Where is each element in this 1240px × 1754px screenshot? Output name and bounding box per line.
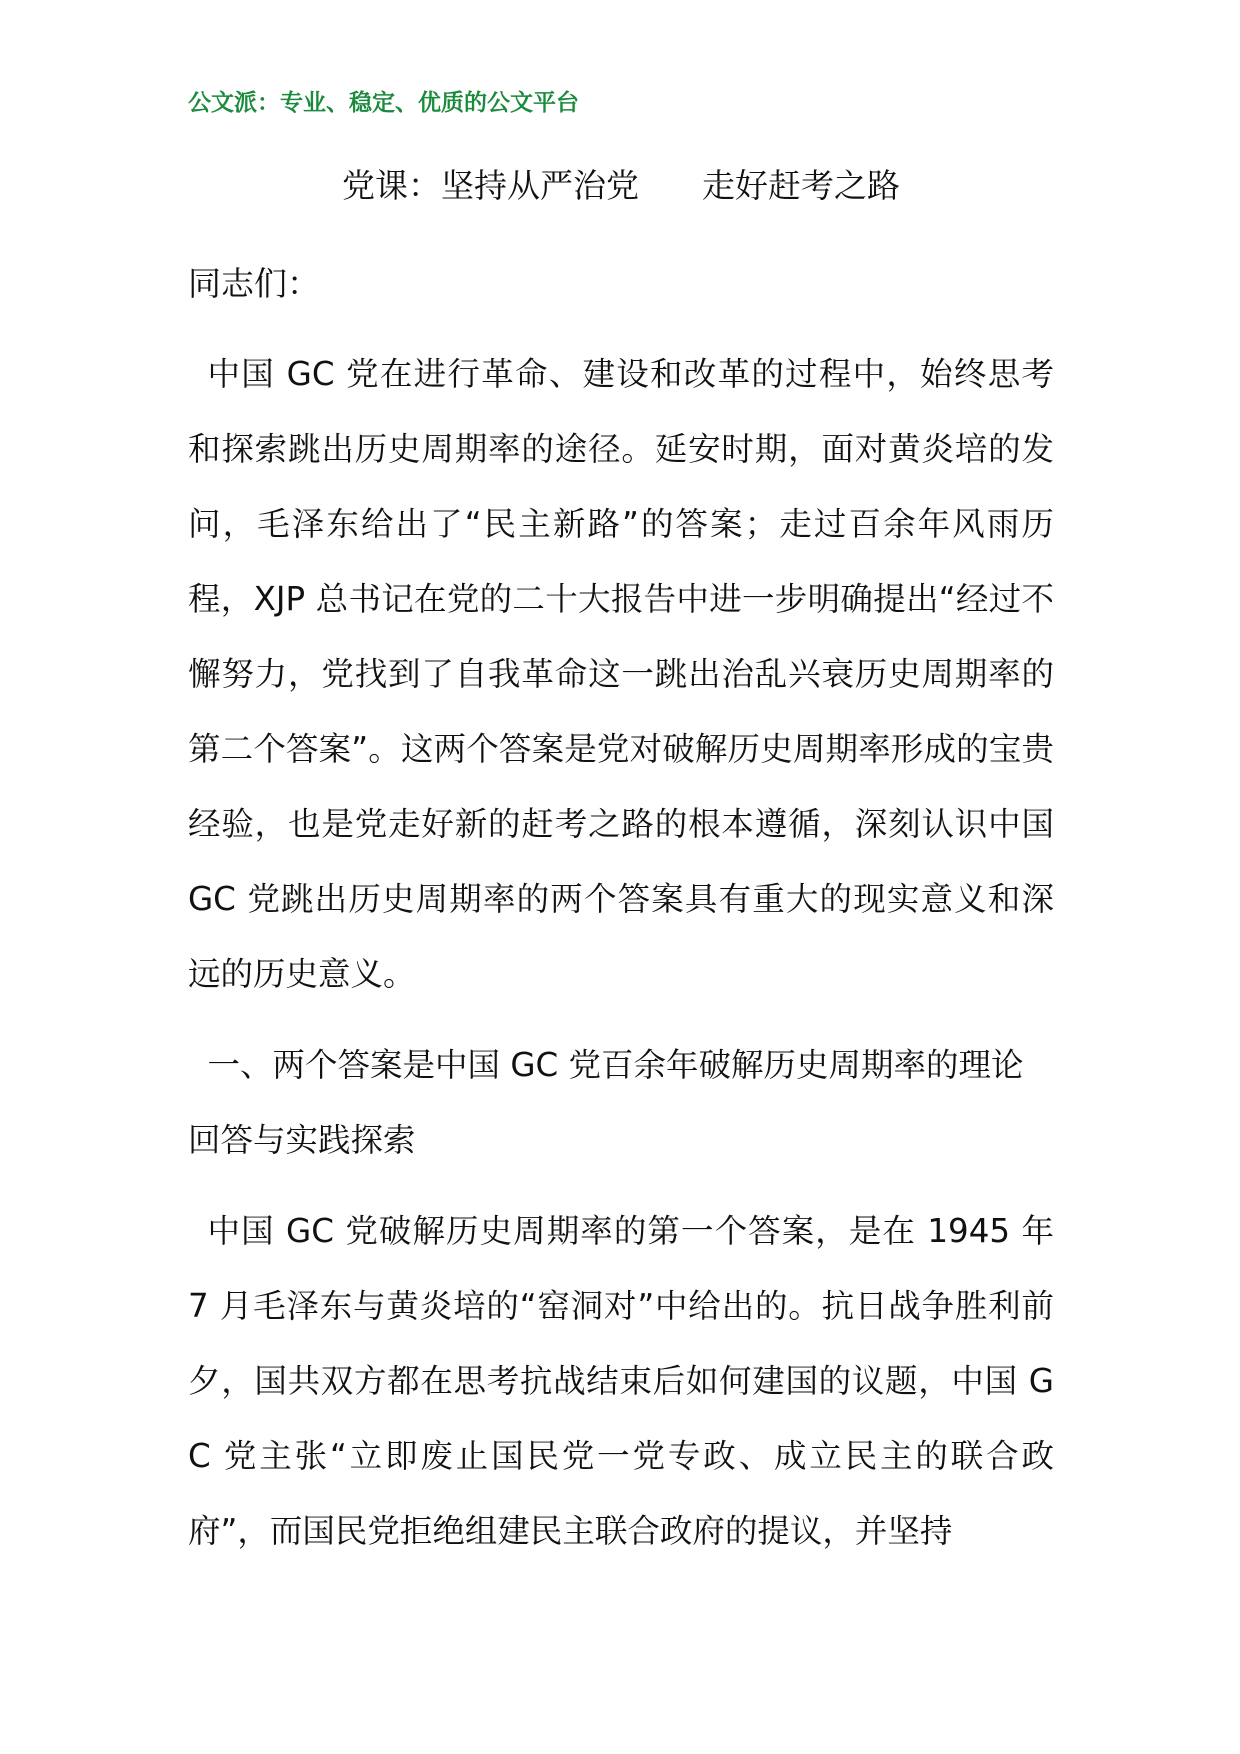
document-title: 党课：坚持从严治党 走好赶考之路 bbox=[342, 166, 900, 205]
body-paragraph: 中国 GC 党在进行革命、建设和改革的过程中，始终思考和探索跳出历史周期率的途径。延安时期，面对黄炎培的发问，毛泽东给出了“民主新路”的答案；走过百余年风雨历程，XJP 总书记在党的二十大报告中进一步明确提出“经过不懈努力，党找到了自我革命这一跳出治乱兴衰历史周期率的第二个答案”。这两个答案是党对破解历史周期率形成的宝贵经验，也是党走好新的赶考之路的根本遵循，深刻认识中国 GC 党跳出历史周期率的两个答案具有重大的现实意义和深远的历史意义。 bbox=[188, 355, 1054, 993]
section-heading: 一、两个答案是中国 GC 党百余年破解历史周期率的理论回答与实践探索 bbox=[188, 1046, 1024, 1159]
site-tagline: 公文派：专业、稳定、优质的公文平台 bbox=[188, 89, 579, 116]
document-page bbox=[188, 88, 1054, 1585]
body-paragraph: 中国 GC 党破解历史周期率的第一个答案，是在 1945 年 7 月毛泽东与黄炎培的“窑洞对”中给出的。抗日战争胜利前夕，国共双方都在思考抗战结束后如何建国的议题，中国 GC 党主张“立即废止国民党一党专政、成立民主的联合政府”，而国民党拒绝组建民主联合政府的提议，并坚持 bbox=[188, 1212, 1054, 1550]
salutation: 同志们： bbox=[188, 264, 320, 303]
